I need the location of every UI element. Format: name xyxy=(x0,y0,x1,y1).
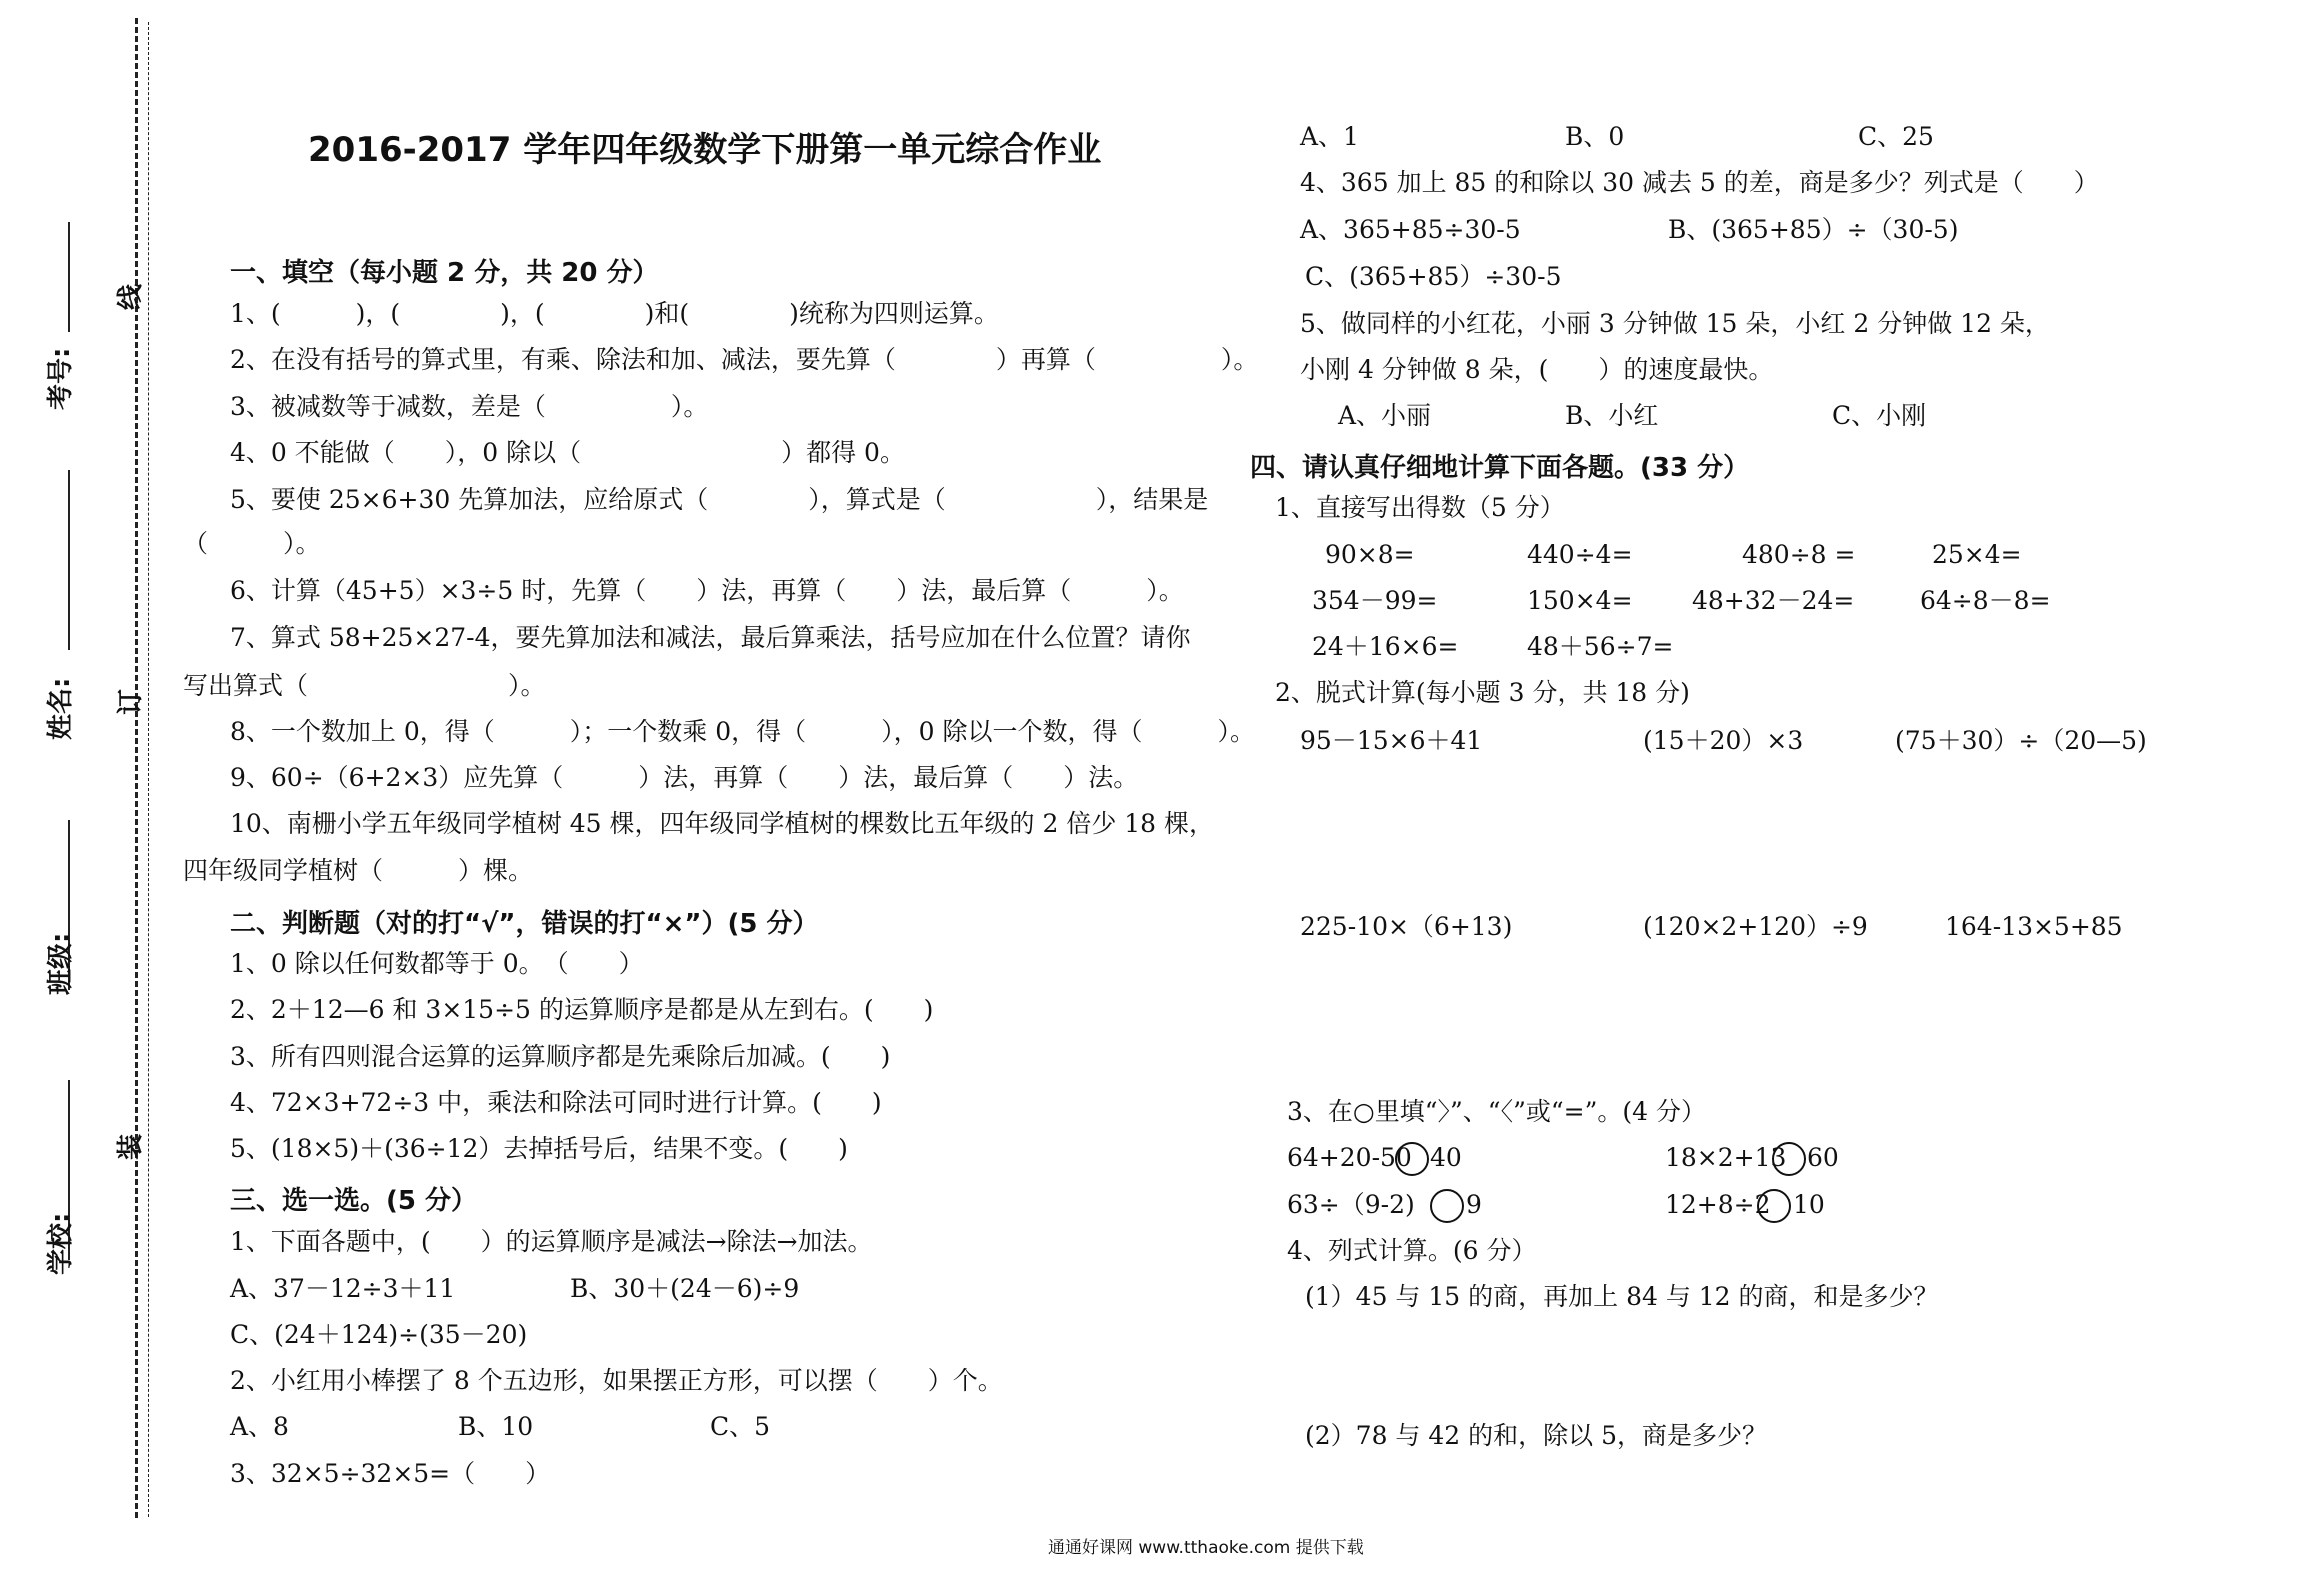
s4-p1-item: 354－99= xyxy=(1312,586,1438,615)
s4-p2-item: 225-10×（6+13) xyxy=(1300,912,1513,941)
s1-line-3: 3、被减数等于减数，差是（ ）。 xyxy=(230,392,709,421)
class-label: 班级: xyxy=(46,932,76,995)
s3-q5-line-1: 5、做同样的小红花，小丽 3 分钟做 15 朵，小红 2 分钟做 12 朵， xyxy=(1300,309,2050,338)
compare-right: 9 xyxy=(1466,1190,1482,1219)
s3-q1-opt-b: B、30＋(24－6)÷9 xyxy=(570,1274,800,1303)
binding-inner-dashed-line xyxy=(148,22,149,1517)
section-1-heading: 一、填空（每小题 2 分，共 20 分） xyxy=(230,258,659,288)
s4-p1-item: 90×8= xyxy=(1325,540,1415,569)
s1-line-7b: 写出算式（ ）。 xyxy=(183,671,546,700)
name-underline xyxy=(68,470,70,650)
binding-dashed-line xyxy=(135,18,138,1518)
s1-line-8: 8、一个数加上 0，得（ ）；一个数乘 0，得（ ），0 除以一个数，得（ ）。 xyxy=(230,717,1255,746)
s2-line-2: 2、2＋12—6 和 3×15÷5 的运算顺序是都是从左到右。( ) xyxy=(230,995,934,1024)
exam-number-label: 考号: xyxy=(46,347,76,410)
s4-p1-item: 480÷8 = xyxy=(1742,540,1856,569)
exam-number-underline xyxy=(68,222,70,332)
section-2-heading: 二、判断题（对的打“√”，错误的打“×”）(5 分） xyxy=(230,909,819,939)
s4-p2-item: (75＋30）÷（20—5) xyxy=(1895,726,2147,755)
s3-q3-opt-c: C、25 xyxy=(1858,122,1934,151)
s3-q2: 2、小红用小棒摆了 8 个五边形，如果摆正方形，可以摆（ ）个。 xyxy=(230,1366,1003,1395)
section-3-heading: 三、选一选。(5 分） xyxy=(230,1186,478,1216)
s4-p2-item: 95－15×6＋41 xyxy=(1300,726,1483,755)
s3-q4-opt-c: C、(365+85）÷30-5 xyxy=(1305,262,1562,291)
s1-line-5b: （ ）。 xyxy=(183,529,321,558)
s1-line-9: 9、60÷（6+2×3）应先算（ ）法，再算（ ）法，最后算（ ）法。 xyxy=(230,763,1139,792)
s4-p1-item: 25×4= xyxy=(1932,540,2022,569)
section-4-heading: 四、请认真仔细地计算下面各题。(33 分） xyxy=(1250,453,1750,483)
s2-line-5: 5、(18×5)＋(36÷12）去掉括号后，结果不变。( ) xyxy=(230,1134,848,1163)
compare-right: 60 xyxy=(1807,1143,1839,1172)
page-title: 2016-2017 学年四年级数学下册第一单元综合作业 xyxy=(308,130,1102,170)
compare-circle[interactable] xyxy=(1395,1142,1429,1176)
s4-p4-item: (2）78 与 42 的和，除以 5，商是多少？ xyxy=(1305,1421,1767,1450)
s4-p2-item: (15＋20）×3 xyxy=(1643,726,1804,755)
s1-line-7: 7、算式 58+25×27-4，要先算加法和减法，最后算乘法，括号应加在什么位置？请你 xyxy=(230,623,1191,652)
s3-q2-opt-a: A、8 xyxy=(230,1412,289,1441)
compare-left: 18×2+13 xyxy=(1665,1143,1787,1172)
s3-q3: 3、32×5÷32×5=（ ） xyxy=(230,1459,551,1488)
footer-credit: 通通好课网 www.tthaoke.com 提供下载 xyxy=(1048,1538,1364,1558)
s3-q1: 1、下面各题中，( ）的运算顺序是减法→除法→加法。 xyxy=(230,1227,873,1256)
s3-q3-opt-b: B、0 xyxy=(1565,122,1625,151)
s3-q5-opt-b: B、小红 xyxy=(1565,401,1659,430)
s3-q3-opt-a: A、1 xyxy=(1300,122,1359,151)
s4-p1-item: 440÷4= xyxy=(1527,540,1633,569)
s3-q5-opt-a: A、小丽 xyxy=(1338,401,1432,430)
s1-line-4: 4、0 不能做（ ），0 除以（ ）都得 0。 xyxy=(230,438,905,467)
s3-q5-line-2: 小刚 4 分钟做 8 朵，( ）的速度最快。 xyxy=(1300,355,1774,384)
compare-left: 12+8÷2 xyxy=(1665,1190,1771,1219)
s4-p2-item: (120×2+120）÷9 xyxy=(1643,912,1868,941)
s3-q5-opt-c: C、小刚 xyxy=(1832,401,1927,430)
s2-line-3: 3、所有四则混合运算的运算顺序都是先乘除后加减。( ) xyxy=(230,1042,891,1071)
s1-line-5: 5、要使 25×6+30 先算加法，应给原式（ ），算式是（ ），结果是 xyxy=(230,485,1209,514)
school-label: 学校: xyxy=(46,1212,76,1275)
s1-line-1: 1、( )，( )，( )和( )统称为四则运算。 xyxy=(230,299,999,328)
s2-line-1: 1、0 除以任何数都等于 0。 （ ） xyxy=(230,949,644,978)
compare-left: 63÷（9-2) xyxy=(1287,1190,1415,1219)
compare-right: 10 xyxy=(1793,1190,1825,1219)
compare-circle[interactable] xyxy=(1757,1189,1791,1223)
s4-p1-item: 48+32－24= xyxy=(1692,586,1855,615)
compare-left: 64+20-50 xyxy=(1287,1143,1412,1172)
s4-p1-item: 150×4= xyxy=(1527,586,1633,615)
s1-line-10: 10、南栅小学五年级同学植树 45 棵，四年级同学植树的棵数比五年级的 2 倍少 18 棵， xyxy=(230,809,1215,838)
s3-q4-opt-a: A、365+85÷30-5 xyxy=(1300,215,1521,244)
name-label: 姓名: xyxy=(46,677,76,740)
s4-p4-heading: 4、列式计算。(6 分） xyxy=(1287,1236,1537,1265)
s4-p1-item: 24＋16×6= xyxy=(1312,632,1459,661)
s3-q1-opt-c: C、(24＋124)÷(35－20) xyxy=(230,1320,528,1349)
s4-p4-item: (1）45 与 15 的商，再加上 84 与 12 的商，和是多少？ xyxy=(1305,1282,1939,1311)
binding-mark-line: 线 xyxy=(116,283,146,310)
compare-circle[interactable] xyxy=(1772,1142,1806,1176)
s4-p1-item: 64÷8－8= xyxy=(1920,586,2051,615)
s4-p2-heading: 2、脱式计算(每小题 3 分，共 18 分) xyxy=(1275,678,1690,707)
s3-q2-opt-b: B、10 xyxy=(458,1412,534,1441)
s4-p1-heading: 1、直接写出得数（5 分） xyxy=(1275,493,1565,522)
s4-p2-item: 164-13×5+85 xyxy=(1945,912,2123,941)
s4-p1-item: 48＋56÷7= xyxy=(1527,632,1674,661)
s3-q2-opt-c: C、5 xyxy=(710,1412,771,1441)
s3-q4-opt-b: B、(365+85）÷（30-5) xyxy=(1668,215,1959,244)
s1-line-6: 6、计算（45+5）×3÷5 时，先算（ ）法，再算（ ）法，最后算（ ）。 xyxy=(230,576,1184,605)
compare-right: 40 xyxy=(1430,1143,1462,1172)
binding-mark-bind: 装 xyxy=(116,1133,146,1160)
s1-line-2: 2、在没有括号的算式里，有乘、除法和加、减法，要先算（ ）再算（ ）。 xyxy=(230,345,1259,374)
compare-circle[interactable] xyxy=(1430,1189,1464,1223)
binding-mark-staple: 订 xyxy=(116,688,146,715)
s3-q4: 4、365 加上 85 的和除以 30 减去 5 的差，商是多少？列式是（ ） xyxy=(1300,168,2099,197)
s3-q1-opt-a: A、37－12÷3＋11 xyxy=(230,1274,456,1303)
s1-line-10b: 四年级同学植树（ ）棵。 xyxy=(183,856,534,885)
s4-p3-heading: 3、在○里填“〉”、“〈”或“=”。(4 分） xyxy=(1287,1097,1706,1126)
s2-line-4: 4、72×3+72÷3 中，乘法和除法可同时进行计算。( ) xyxy=(230,1088,882,1117)
